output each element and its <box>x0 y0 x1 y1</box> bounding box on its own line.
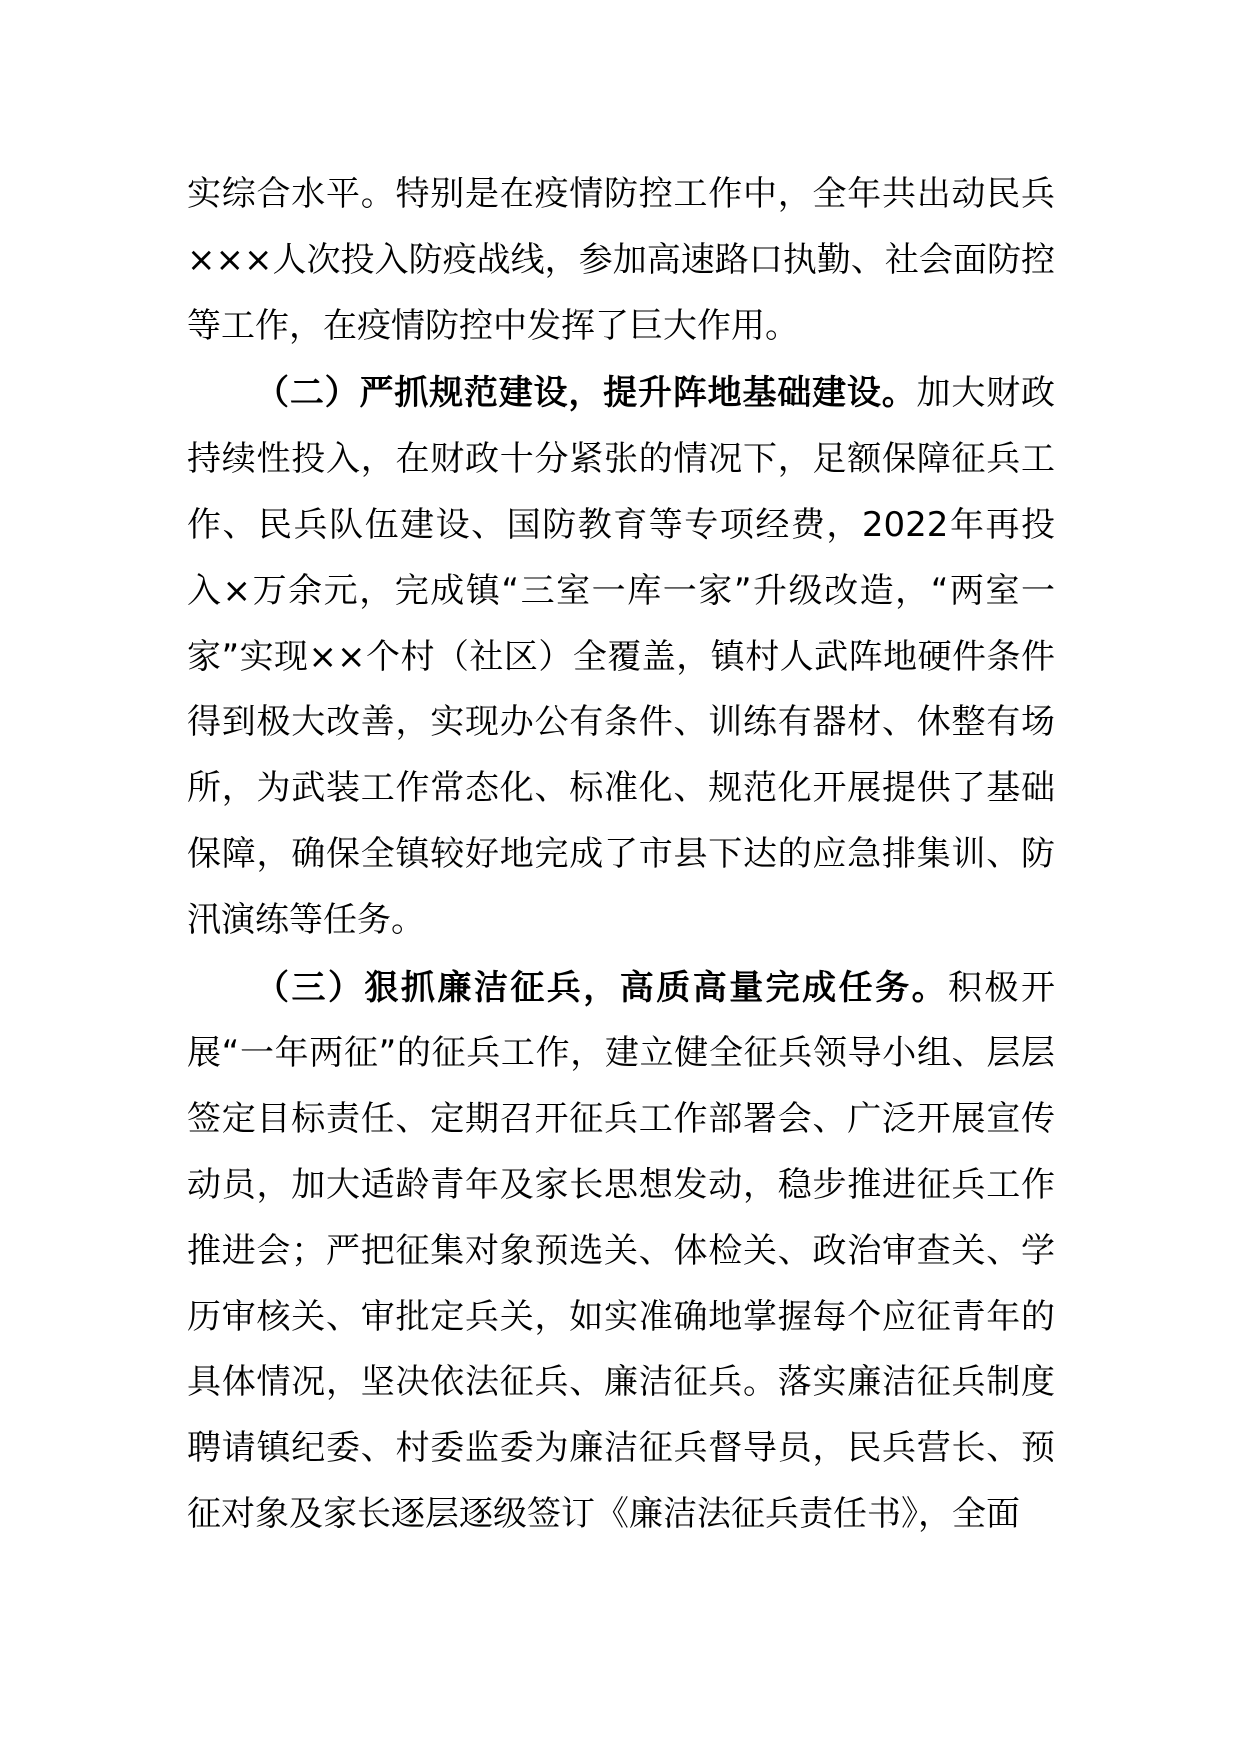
paragraph-text: 加大财政持续性投入，在财政十分紧张的情况下，足额保障征兵工作、民兵队伍建设、国防教育等专项经费，2022年再投入×万余元，完成镇“三室一库一家”升级改造，“两室一家”实现××个村（社区）全覆盖，镇村人武阵地硬件条件得到极大改善，实现办公有条件、训练有器材、休整有场所，为武装工作常态化、标准化、规范化开展提供了基础保障，确保全镇较好地完成了市县下达的应急排集训、防汛演练等任务。 <box>187 373 1056 940</box>
paragraph-continuation <box>187 162 1055 359</box>
paragraph-text: 积极开展“一年两征”的征兵工作，建立健全征兵领导小组、层层签定目标责任、定期召开征兵工作部署会、广泛开展宣传动员，加大适龄青年及家长思想发动，稳步推进征兵工作推进会；严把征集对象预选关、体检关、政治审查关、学历审核关、审批定兵关，如实准确地掌握每个应征青年的具体情况，坚决依法征兵、廉洁征兵。落实廉洁征兵制度聘请镇纪委、村委监委为廉洁征兵督导员，民兵营长、预征对象及家长逐层逐级签订《廉洁法征兵责任书》，全面 <box>187 967 1055 1534</box>
paragraph-section-2 <box>187 361 1055 953</box>
paragraph-text: 实综合水平。特别是在疫情防控工作中，全年共出动民兵×××人次投入防疫战线，参加高速路口执勤、社会面防控等工作，在疫情防控中发挥了巨大作用。 <box>187 174 1055 346</box>
section-heading: （三）狠抓廉洁征兵，高质高量完成任务。 <box>255 967 949 1008</box>
paragraph-section-3 <box>187 956 1055 1548</box>
section-heading: （二）严抓规范建设，提升阵地基础建设。 <box>255 373 917 414</box>
document-page <box>187 162 1055 1550</box>
